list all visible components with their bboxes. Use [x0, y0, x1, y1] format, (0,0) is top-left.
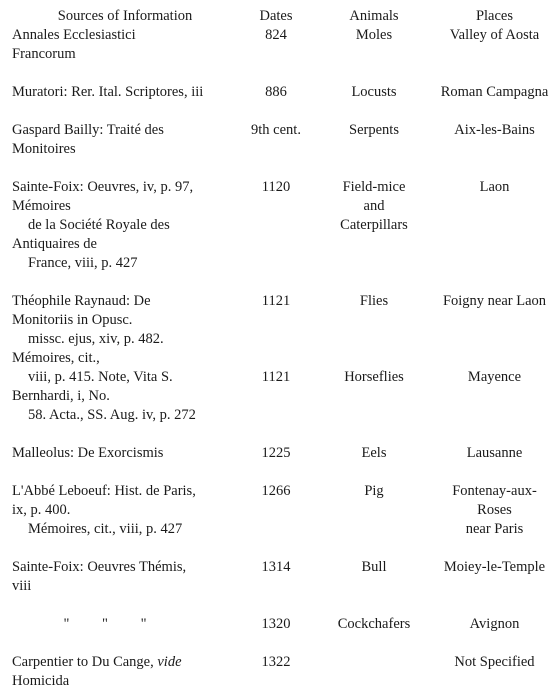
source-cell [12, 444, 238, 463]
date-cell: 1314 [261, 559, 291, 575]
animal-cell [314, 615, 434, 634]
place-cell [434, 653, 555, 691]
source-cell [12, 653, 238, 691]
table-row [12, 558, 555, 596]
place-cell [434, 482, 555, 539]
animal-line: Pig [364, 483, 384, 499]
header-places: Places [475, 8, 514, 24]
date-cell: 1320 [261, 616, 291, 632]
source-line: ix, p. 400. [12, 502, 71, 518]
place-line: Not Specified [454, 654, 535, 670]
source-line: Monitoires [12, 141, 76, 157]
animal-line: Serpents [349, 122, 399, 138]
table-row [12, 653, 555, 691]
place-line: Aix-les-Bains [454, 122, 535, 138]
date-cell: 1120 [261, 179, 291, 195]
source-line: viii, p. 415. Note, Vita S. [28, 369, 173, 385]
animal-line: Moles [355, 27, 393, 43]
table-row [12, 444, 555, 463]
place-cell [434, 83, 555, 102]
animal-cell [314, 482, 434, 539]
date-cell: 1121 [261, 293, 291, 309]
animal-cell [314, 26, 434, 64]
place-line: Moiey-le-Temple [443, 559, 546, 575]
place-line: Fontenay-aux- [452, 483, 537, 499]
source-line: Sainte-Foix: Oeuvres Thémis, [12, 559, 187, 575]
date-cell: 1266 [261, 483, 291, 499]
date-spacer [238, 349, 314, 368]
animal-line: Caterpillars [340, 217, 408, 233]
source-line: France, viii, p. 427 [28, 255, 138, 271]
animal-line: and [363, 198, 385, 214]
source-line: Francorum [12, 46, 76, 62]
place-line: near Paris [465, 521, 524, 537]
date-cell: 824 [265, 27, 287, 43]
place-cell [434, 349, 555, 425]
source-cell [12, 26, 238, 64]
source-line [12, 653, 238, 672]
place-cell [434, 121, 555, 159]
source-line: Gaspard Bailly: Traité des [12, 122, 164, 138]
date-cell: 1225 [261, 445, 291, 461]
source-line: viii [12, 578, 32, 594]
source-line: Sainte-Foix: Oeuvres, iv, p. 97, [12, 179, 194, 195]
place-cell [434, 178, 555, 273]
animal-line: Cockchafers [337, 616, 411, 632]
animal-line: Field-mice [342, 179, 406, 195]
animal-cell [314, 83, 434, 102]
header-dates: Dates [259, 8, 293, 24]
animal-line: Eels [361, 445, 387, 461]
ditto-marks: " " " [63, 616, 147, 632]
animal-cell [314, 558, 434, 596]
place-cell [434, 292, 555, 349]
animal-cell [314, 349, 434, 425]
place-spacer [434, 349, 555, 368]
header-sources: Sources of Information [57, 8, 193, 24]
place-cell [434, 558, 555, 596]
source-line: Homicida [12, 673, 70, 689]
source-line: L'Abbé Leboeuf: Hist. de Paris, [12, 483, 196, 499]
source-line: Antiquaires de [12, 236, 97, 252]
place-line: Mayence [467, 369, 522, 385]
place-line: Laon [479, 179, 510, 195]
date-value: 1121 [261, 369, 291, 385]
source-line: Mémoires, cit., viii, p. 427 [28, 521, 183, 537]
source-line: Monitoriis in Opusc. [12, 312, 133, 328]
source-italic: vide [157, 654, 182, 670]
table-row [12, 83, 555, 102]
animal-cell [314, 653, 434, 691]
source-line: Mémoires, cit., [12, 350, 100, 366]
source-line: de la Société Royale des [28, 217, 170, 233]
date-cell: 886 [265, 84, 287, 100]
date-cell [238, 349, 314, 425]
animal-cell [314, 292, 434, 349]
source-prefix: Carpentier to Du Cange, [12, 654, 158, 670]
place-line: Roses [477, 502, 512, 518]
place-line: Lausanne [466, 445, 523, 461]
animal-line: Bull [361, 559, 387, 575]
table-row [12, 26, 555, 64]
table-header-row [12, 7, 555, 26]
animal-trials-table [12, 7, 555, 691]
source-line: 58. Acta., SS. Aug. iv, p. 272 [28, 407, 196, 423]
table-row [12, 482, 555, 539]
place-line: Valley of Aosta [449, 27, 540, 43]
animal-line: Horseflies [344, 369, 404, 385]
place-line: Avignon [469, 616, 520, 632]
header-animals: Animals [349, 8, 399, 24]
animal-line: Locusts [351, 84, 397, 100]
place-cell [434, 444, 555, 463]
source-cell [12, 482, 238, 539]
source-line: Théophile Raynaud: De [12, 293, 151, 309]
table-row [12, 178, 555, 273]
source-line: Bernhardi, i, No. [12, 388, 110, 404]
source-cell [12, 83, 238, 102]
table-row [12, 292, 555, 349]
animal-line: Flies [359, 293, 389, 309]
place-cell [434, 26, 555, 64]
place-cell [434, 615, 555, 634]
source-cell [12, 121, 238, 159]
animal-spacer [314, 349, 434, 368]
date-cell: 1322 [261, 654, 291, 670]
date-cell: 9th cent. [251, 122, 301, 138]
source-cell [12, 292, 238, 349]
table-row [12, 121, 555, 159]
source-cell [12, 558, 238, 596]
place-line: Foigny near Laon [442, 293, 547, 309]
source-cell [12, 178, 238, 273]
table-row [12, 349, 555, 425]
source-cell [12, 615, 238, 634]
animal-cell [314, 178, 434, 273]
source-line: Mémoires [12, 198, 71, 214]
source-line: Annales Ecclesiastici [12, 27, 136, 43]
place-line: Roman Campagna [440, 84, 549, 100]
table-row [12, 615, 555, 634]
source-line: Muratori: Rer. Ital. Scriptores, iii [12, 84, 204, 100]
animal-cell [314, 444, 434, 463]
source-line: Malleolus: De Exorcismis [12, 445, 164, 461]
animal-cell [314, 121, 434, 159]
source-cell [12, 349, 238, 425]
source-line: missc. ejus, xiv, p. 482. [28, 331, 164, 347]
